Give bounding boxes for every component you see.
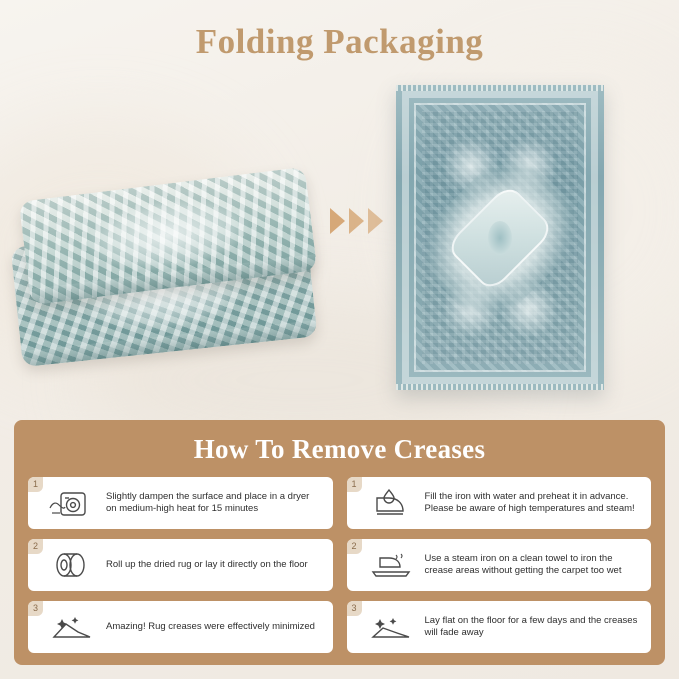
steps-columns <box>14 465 665 653</box>
steam-iron-towel-icon <box>365 545 417 585</box>
step-text: Slightly dampen the surface and place in a dryer on medium-high heat for 15 minutes <box>106 490 310 514</box>
list-item <box>28 477 333 529</box>
step-text: Lay flat on the floor for a few days and the creases will fade away <box>424 614 638 638</box>
arrow-right-icon <box>349 208 364 234</box>
folded-rug-image <box>12 170 322 370</box>
rug-fringe <box>396 384 604 390</box>
list-item <box>28 601 333 653</box>
rolled-rug-icon <box>46 545 98 585</box>
dryer-icon <box>46 483 98 523</box>
arrow-right-icon <box>330 208 345 234</box>
list-item <box>347 539 652 591</box>
steps-column-right <box>347 477 652 653</box>
step-text: Amazing! Rug creases were effectively minimized <box>106 620 315 632</box>
list-item <box>347 477 652 529</box>
list-item <box>347 601 652 653</box>
remove-creases-panel <box>14 420 665 665</box>
flat-rug-sparkle-icon <box>365 607 417 647</box>
page-title: Folding Packaging <box>195 22 484 61</box>
flat-rug-image <box>396 85 604 390</box>
step-number: 2 <box>347 539 362 554</box>
process-arrows <box>330 208 383 234</box>
step-text: Fill the iron with water and preheat it in advance. Please be aware of high temperatures and steam! <box>424 490 635 514</box>
step-number: 1 <box>347 477 362 492</box>
arrow-right-icon <box>368 208 383 234</box>
step-number: 3 <box>347 601 362 616</box>
rug-medallion-center <box>488 221 512 255</box>
step-number: 3 <box>28 601 43 616</box>
step-number: 2 <box>28 539 43 554</box>
panel-title: How To Remove Creases <box>193 434 486 464</box>
step-text: Use a steam iron on a clean towel to iron the crease areas without getting the carpet too wet <box>424 552 622 576</box>
sparkle-rug-icon <box>46 607 98 647</box>
step-text: Roll up the dried rug or lay it directly on the floor <box>106 558 308 570</box>
iron-water-icon <box>365 483 417 523</box>
steps-column-left <box>28 477 333 653</box>
list-item <box>28 539 333 591</box>
step-number: 1 <box>28 477 43 492</box>
